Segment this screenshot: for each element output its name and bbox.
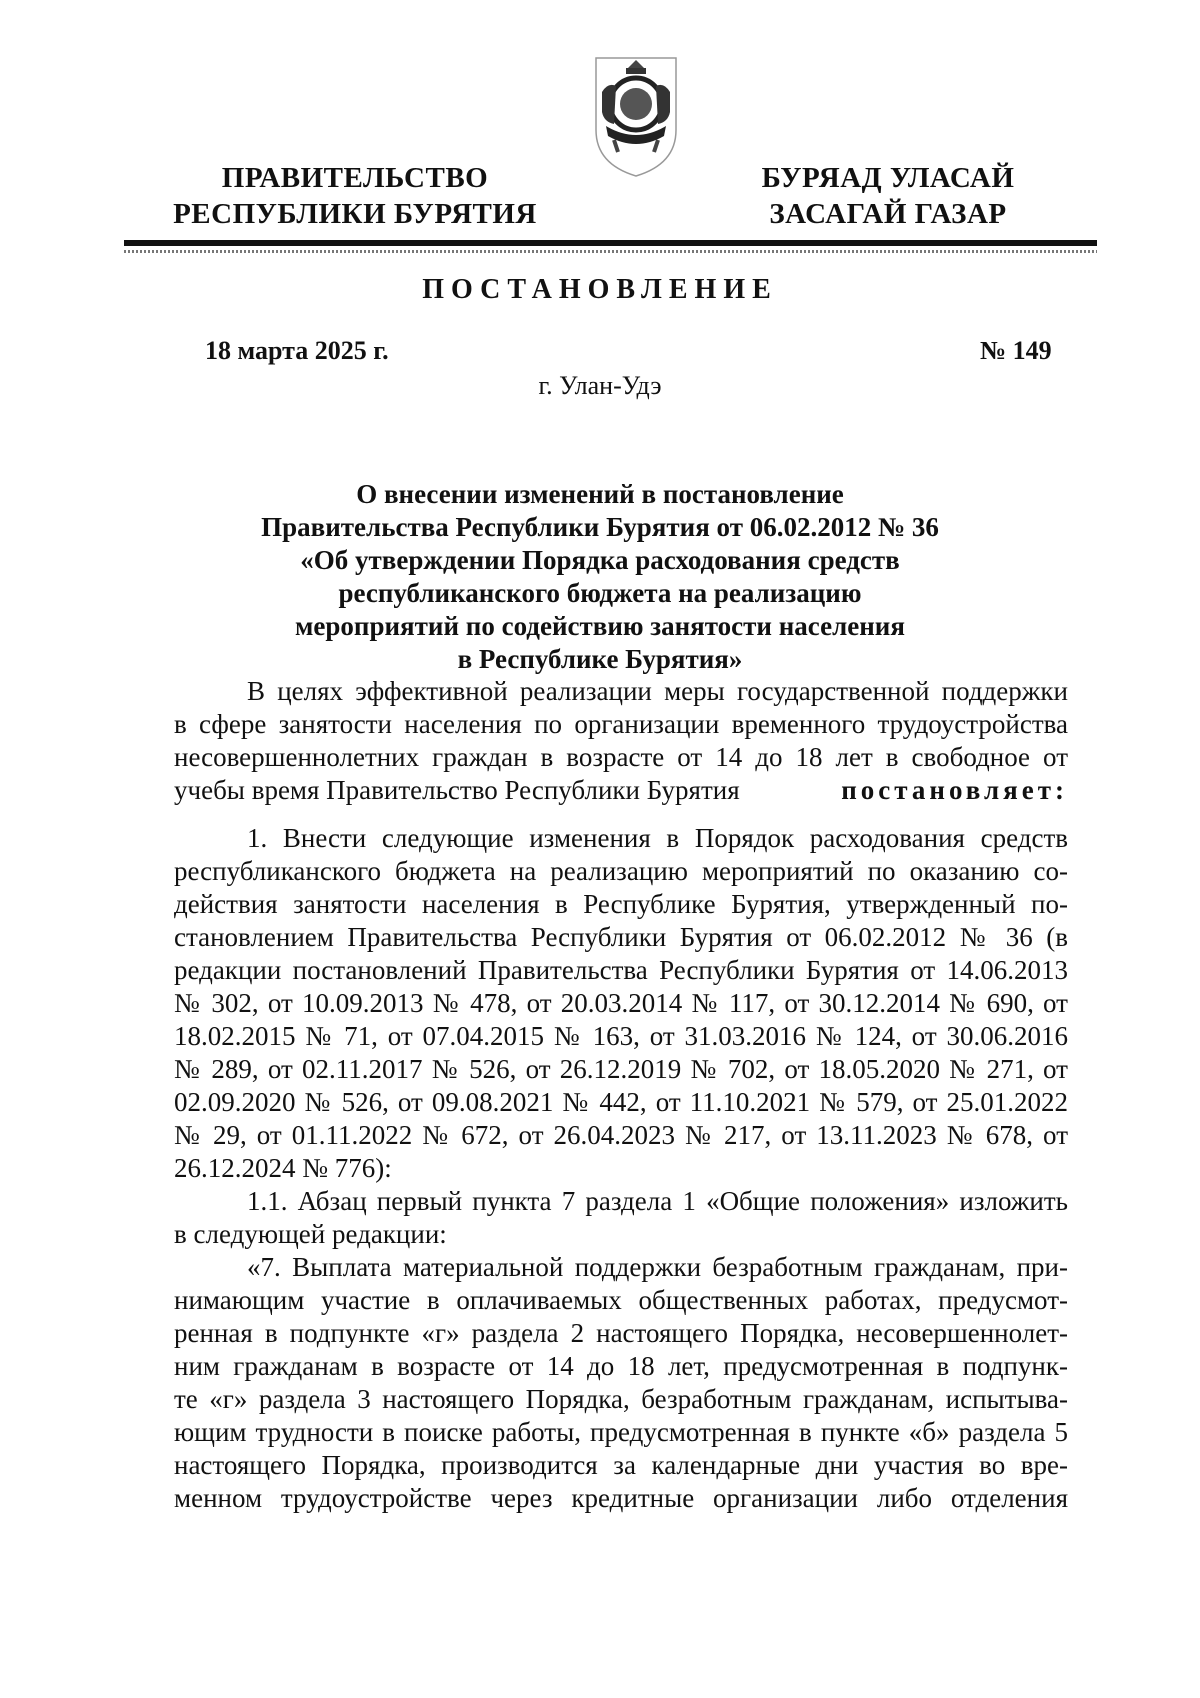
preamble-paragraph — [174, 675, 1068, 807]
text-line: менном трудоустройстве через кредитные организации либо отделения — [174, 1483, 1068, 1513]
text-line: 1. Внести следующие изменения в Порядок расходования средств — [247, 823, 1068, 853]
government-name-russian-line1: ПРАВИТЕЛЬСТВО — [221, 162, 489, 194]
coat-of-arms-icon — [588, 52, 684, 180]
government-name-buryat — [738, 160, 1038, 232]
text-fragment: учебы время Правительство Республики Бурятия — [174, 775, 740, 805]
text-line: становлением Правительства Республики Бурятия от 06.02.2012 № 36 (в — [174, 922, 1068, 952]
text-line: 02.09.2020 № 526, от 09.08.2021 № 442, от 11.10.2021 № 579, от 25.01.2022 — [174, 1087, 1068, 1117]
text-line: нимающим участие в оплачиваемых общественных работах, предусмот- — [174, 1285, 1068, 1315]
text-line: несовершеннолетних граждан в возрасте от 14 до 18 лет в свободное от — [174, 742, 1068, 772]
text-line: настоящего Порядка, производится за календарные дни участия во вре- — [174, 1450, 1068, 1480]
document-title — [200, 478, 1000, 676]
text-line: № 289, от 02.11.2017 № 526, от 26.12.2019 № 702, от 18.05.2020 № 271, от — [174, 1054, 1068, 1084]
government-name-russian-line2: РЕСПУБЛИКИ БУРЯТИЯ — [173, 198, 537, 230]
title-line: мероприятий по содействию занятости населения — [295, 611, 905, 641]
document-number: № 149 — [980, 336, 1052, 365]
header-divider-thick — [124, 240, 1097, 246]
text-line: «7. Выплата материальной поддержки безработным гражданам, при- — [247, 1252, 1068, 1282]
title-line: Правительства Республики Бурятия от 06.02.2012 № 36 — [261, 512, 939, 542]
text-line: в следующей редакции: — [174, 1219, 447, 1249]
header-divider-thin — [124, 250, 1097, 253]
item-7-quoted-paragraph — [174, 1251, 1068, 1515]
item-1-paragraph — [174, 822, 1068, 1185]
government-name-buryat-line2: ЗАСАГАЙ ГАЗАР — [769, 198, 1007, 230]
text-line: республиканского бюджета на реализацию мероприятий по оказанию со- — [174, 856, 1068, 886]
text-line: в сфере занятости населения по организации временного трудоустройства — [174, 709, 1068, 739]
text-line: № 302, от 10.09.2013 № 478, от 20.03.2014 № 117, от 30.12.2014 № 690, от — [174, 988, 1068, 1018]
text-line: ним гражданам в возрасте от 14 до 18 лет, предусмотренная в подпунк- — [174, 1351, 1068, 1381]
document-type: ПОСТАНОВЛЕНИЕ — [422, 274, 778, 305]
government-name-russian — [165, 160, 545, 232]
resolves-keyword: постановляет: — [841, 775, 1068, 805]
title-line: в Республике Бурятия» — [457, 644, 743, 674]
text-line: В целях эффективной реализации меры государственной поддержки — [247, 676, 1068, 706]
text-line: ренная в подпункте «г» раздела 2 настоящего Порядка, несовершеннолет- — [174, 1318, 1068, 1348]
document-city: г. Улан-Удэ — [538, 371, 662, 400]
text-line: 18.02.2015 № 71, от 07.04.2015 № 163, от 31.03.2016 № 124, от 30.06.2016 — [174, 1021, 1068, 1051]
item-1-1-paragraph — [174, 1185, 1068, 1251]
text-line: ющим трудности в поиске работы, предусмотренная в пункте «б» раздела 5 — [174, 1417, 1068, 1447]
title-line: «Об утверждении Порядка расходования средств — [300, 545, 900, 575]
text-line: 1.1. Абзац первый пункта 7 раздела 1 «Общие положения» изложить — [247, 1186, 1068, 1216]
text-line — [174, 774, 1068, 807]
coat-of-arms-svg — [588, 52, 684, 180]
document-date: 18 марта 2025 г. — [205, 336, 389, 365]
government-name-buryat-line1: БУРЯАД УЛАСАЙ — [761, 162, 1015, 194]
text-line: действия занятости населения в Республике Бурятия, утвержденный по- — [174, 889, 1068, 919]
title-line: О внесении изменений в постановление — [356, 479, 844, 509]
text-line: редакции постановлений Правительства Республики Бурятия от 14.06.2013 — [174, 955, 1068, 985]
title-line: республиканского бюджета на реализацию — [338, 578, 862, 608]
text-line: № 29, от 01.11.2022 № 672, от 26.04.2023 № 217, от 13.11.2023 № 678, от — [174, 1120, 1068, 1150]
text-line: те «г» раздела 3 настоящего Порядка, безработным гражданам, испытыва- — [174, 1384, 1068, 1414]
text-line: 26.12.2024 № 776): — [174, 1153, 392, 1183]
